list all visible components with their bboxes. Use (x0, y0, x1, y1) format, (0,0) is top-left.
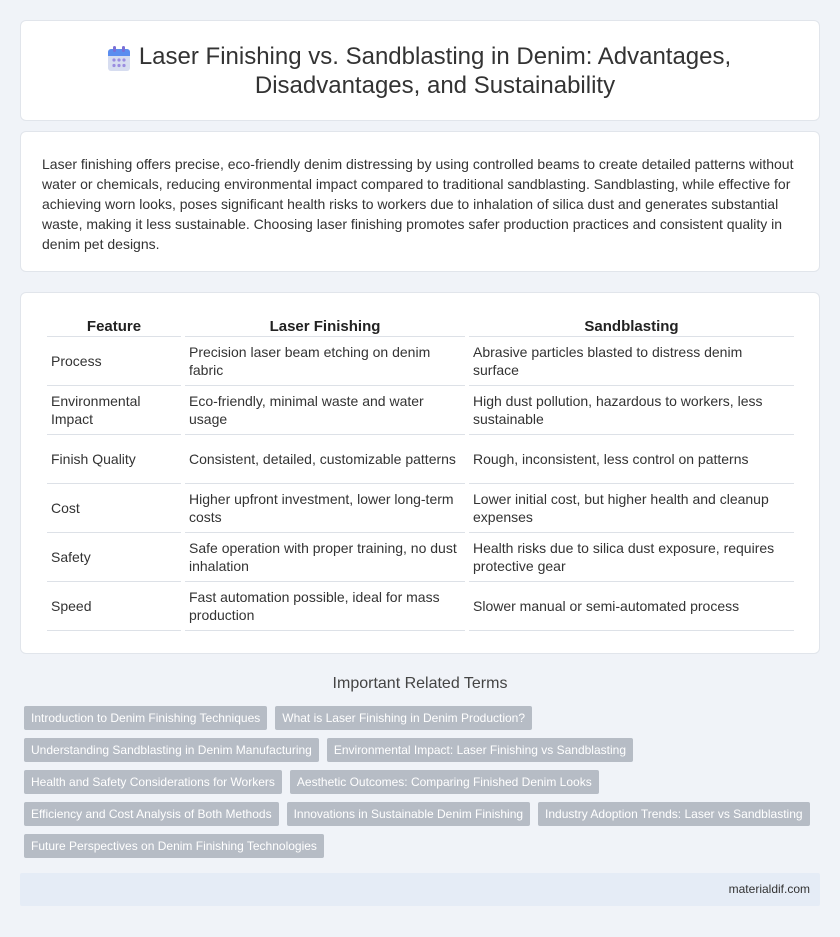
sandblasting-cell: Health risks due to silica dust exposure, requires protective gear (469, 533, 794, 582)
sandblasting-cell: Slower manual or semi-automated process (469, 582, 794, 631)
feature-cell: Speed (47, 582, 181, 631)
header-sandblasting: Sandblasting (469, 313, 794, 337)
feature-cell: Finish Quality (47, 435, 181, 484)
sandblasting-cell: High dust pollution, hazardous to workers, less sustainable (469, 386, 794, 435)
related-term-tag[interactable]: Introduction to Denim Finishing Techniques (24, 706, 267, 730)
laser-cell: Eco-friendly, minimal waste and water usage (185, 386, 465, 435)
laser-cell: Precision laser beam etching on denim fabric (185, 337, 465, 386)
table-row (47, 533, 794, 582)
header-laser-finishing: Laser Finishing (185, 313, 465, 337)
title-card (20, 20, 820, 121)
comparison-table (43, 313, 798, 631)
sandblasting-cell: Abrasive particles blasted to distress denim surface (469, 337, 794, 386)
table-row (47, 337, 794, 386)
laser-cell: Safe operation with proper training, no dust inhalation (185, 533, 465, 582)
sandblasting-cell: Rough, inconsistent, less control on patterns (469, 435, 794, 484)
footer-site-link[interactable]: materialdif.com (728, 882, 810, 896)
related-term-tag[interactable]: Efficiency and Cost Analysis of Both Methods (24, 802, 279, 826)
page-title: Laser Finishing vs. Sandblasting in Denim: Advantages, Disadvantages, and Sustainability (138, 42, 732, 99)
intro-card (20, 131, 820, 272)
table-row (47, 435, 794, 484)
feature-cell: Safety (47, 533, 181, 582)
related-term-tag[interactable]: Innovations in Sustainable Denim Finishing (287, 802, 530, 826)
related-term-tag[interactable]: Industry Adoption Trends: Laser vs Sandblasting (538, 802, 810, 826)
table-header-row (47, 313, 794, 337)
feature-cell: Cost (47, 484, 181, 533)
table-row (47, 386, 794, 435)
header-feature: Feature (47, 313, 181, 337)
related-term-tag[interactable]: What is Laser Finishing in Denim Production? (275, 706, 532, 730)
related-term-tag[interactable]: Health and Safety Considerations for Workers (24, 770, 282, 794)
laser-cell: Fast automation possible, ideal for mass production (185, 582, 465, 631)
laser-cell: Higher upfront investment, lower long-term costs (185, 484, 465, 533)
comparison-table-card (20, 292, 820, 654)
sandblasting-cell: Lower initial cost, but higher health and cleanup expenses (469, 484, 794, 533)
table-row (47, 484, 794, 533)
feature-cell: Process (47, 337, 181, 386)
related-term-tag[interactable]: Understanding Sandblasting in Denim Manufacturing (24, 738, 319, 762)
related-term-tag[interactable]: Environmental Impact: Laser Finishing vs Sandblasting (327, 738, 633, 762)
related-term-tag[interactable]: Aesthetic Outcomes: Comparing Finished Denim Looks (290, 770, 599, 794)
laser-cell: Consistent, detailed, customizable patterns (185, 435, 465, 484)
footer (20, 873, 820, 906)
related-terms-heading: Important Related Terms (332, 675, 508, 692)
table-row (47, 582, 794, 631)
related-terms-list (24, 706, 820, 858)
feature-cell: Environmental Impact (47, 386, 181, 435)
related-term-tag[interactable]: Future Perspectives on Denim Finishing Technologies (24, 834, 324, 858)
intro-paragraph: Laser finishing offers precise, eco-friendly denim distressing by using controlled beams to create detailed patterns without water or chemicals, reducing environmental impact compared to traditional sandblasting. Sandblasting, while effective for achieving worn looks, poses significant health risks to workers due to inhalation of silica dust and generates substantial waste, making it less sustainable. Choosing laser finishing promotes safer production practices and consistent quality in denim pet designs. (42, 156, 794, 252)
